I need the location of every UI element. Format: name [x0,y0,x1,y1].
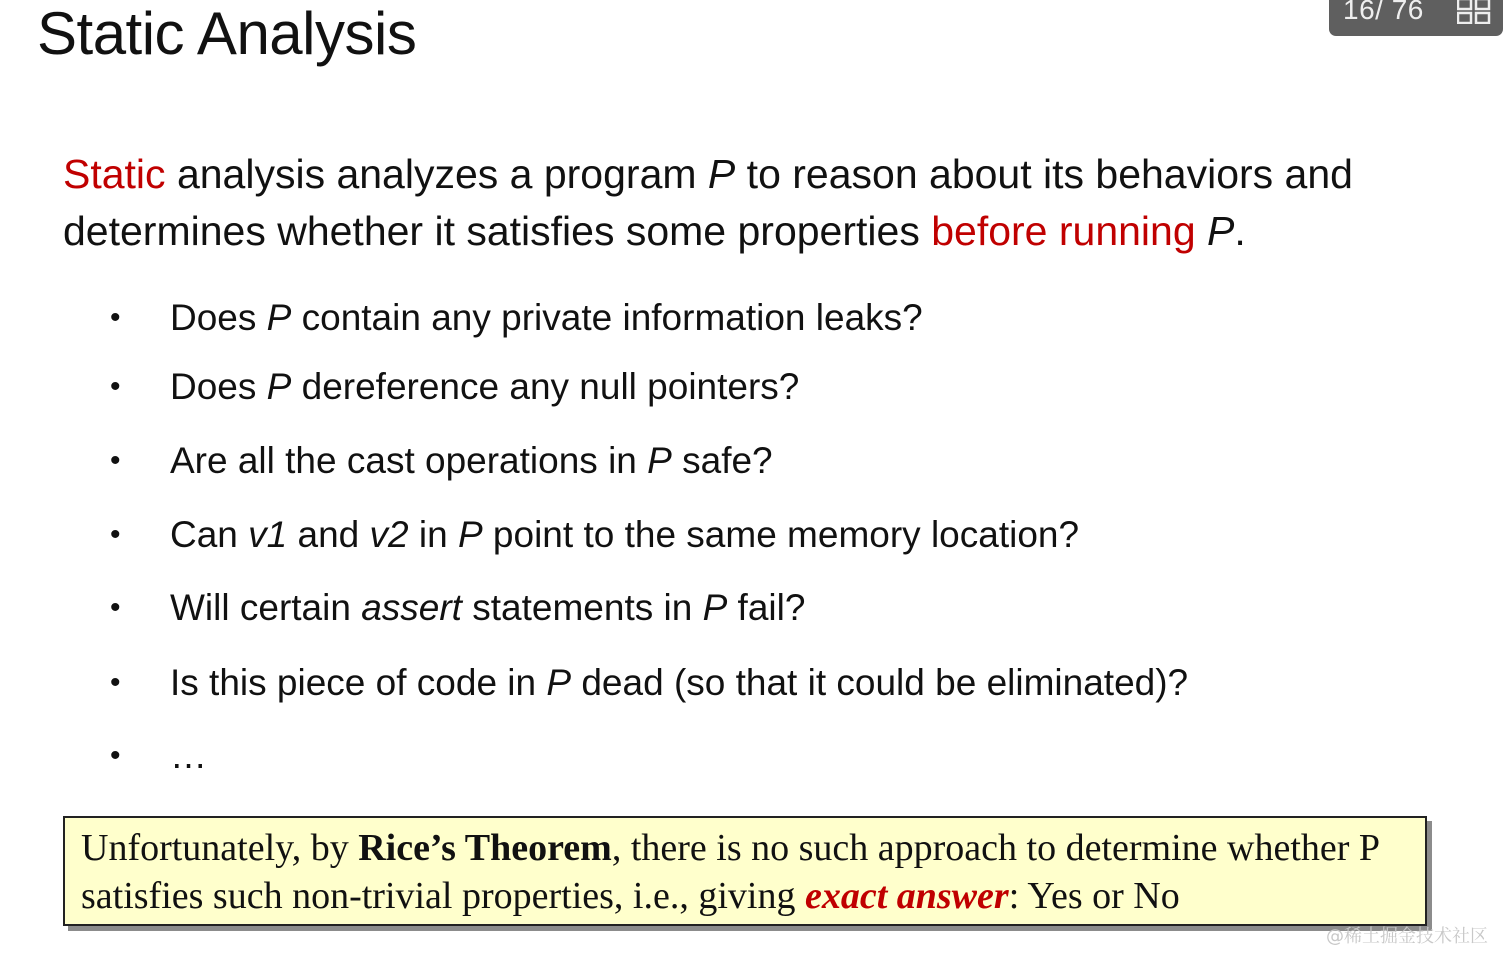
note-text-2: , there is no such approach to determine whether P satisfies such non-trivial properties, i.e., giving [81,827,1379,917]
text-segment: contain any private information leaks? [291,297,923,338]
list-item-text [170,513,1079,557]
italic-segment: P [546,662,572,703]
intro-highlight-static: Static [63,151,166,197]
text-segment: safe? [671,440,773,481]
bullet-icon: • [110,301,121,334]
intro-program-p-1: P [707,151,736,197]
list-item-text [170,296,923,340]
intro-paragraph [63,146,1483,260]
text-segment: and [287,514,370,555]
italic-segment: P [457,514,483,555]
bullet-icon: • [110,518,121,551]
intro-text-2: to reason about its behaviors and determines whether it satisfies some properties [63,151,1353,254]
text-segment: in [408,514,458,555]
intro-text-3 [1196,208,1207,254]
bullet-icon: • [110,444,121,477]
italic-segment: P [266,366,292,407]
intro-highlight-before-running: before running [931,208,1196,254]
list-item-text [170,365,799,409]
intro-text-4: . [1234,208,1246,254]
intro-program-p-2: P [1207,208,1235,254]
text-segment: Can [170,514,249,555]
ellipsis-text: … [170,735,207,776]
page-number: 16/ 76 [1343,0,1424,25]
italic-segment: P [266,297,292,338]
list-item-text [170,661,1188,705]
bullet-icon: • [110,370,121,403]
text-segment: Is this piece of code in [170,662,547,703]
text-segment: dereference any null pointers? [291,366,800,407]
intro-text-1: analysis analyzes a program [165,151,708,197]
watermark: @稀土掘金技术社区 [1326,926,1488,947]
text-segment: Are all the cast operations in [170,440,648,481]
text-segment: fail? [727,587,806,628]
note-text-3: : Yes or No [1008,875,1180,917]
text-segment: dead (so that it could be eliminated)? [571,662,1189,703]
note-bold-rice-theorem: Rice’s Theorem [358,827,612,869]
list-item-text [170,734,207,778]
text-segment: Will certain [170,587,362,628]
text-segment: Does [170,297,267,338]
text-segment: statements in [461,587,703,628]
text-segment: point to the same memory location? [482,514,1080,555]
bullet-icon: • [110,739,121,772]
note-highlight-exact-answer: exact answer [804,875,1009,917]
text-segment: Does [170,366,267,407]
bullet-icon: • [110,666,121,699]
grid-view-icon[interactable] [1457,0,1491,24]
list-item-text [170,439,773,483]
italic-segment: v2 [369,514,409,555]
italic-segment: v1 [248,514,288,555]
slide-title: Static Analysis [37,0,417,67]
italic-segment: P [647,440,672,481]
note-text-1: Unfortunately, by [81,827,359,869]
page-indicator[interactable] [1329,0,1503,36]
list-item-text [170,586,805,630]
rice-theorem-note [63,816,1427,926]
italic-segment: P [702,587,728,628]
italic-segment: assert [361,587,462,628]
bullet-icon: • [110,591,121,624]
